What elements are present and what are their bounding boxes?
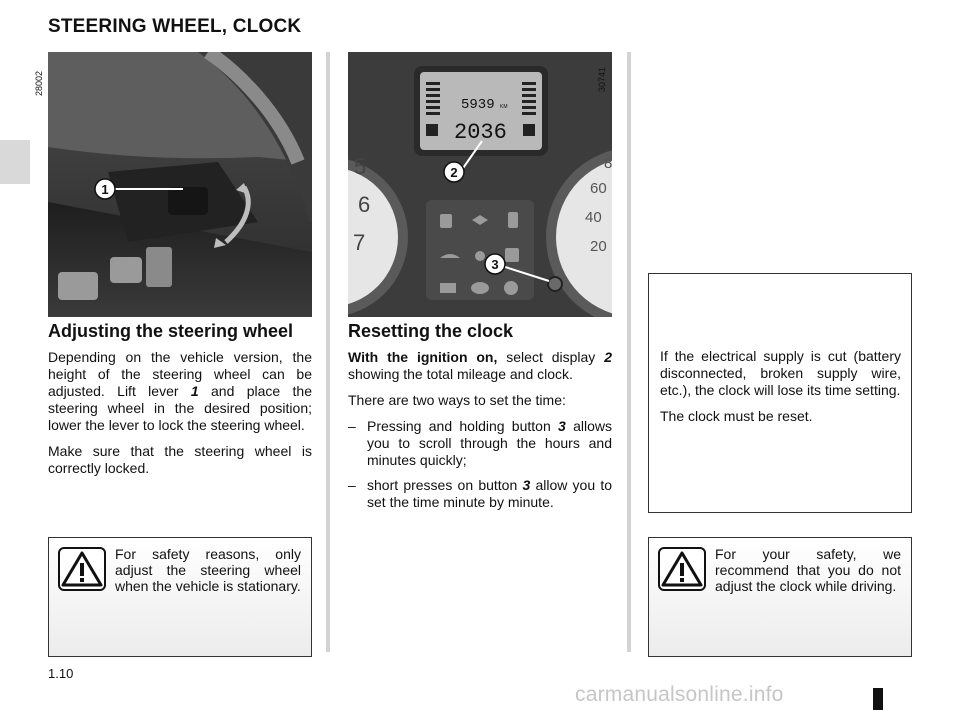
section-tab [0,140,30,184]
lever-ref: 1 [190,383,199,399]
info-paragraph-2: The clock must be reset. [660,408,813,424]
warning-triangle-icon [658,547,706,591]
info-paragraph-1: If the electrical supply is cut (battery disconnected, broken supply wire, etc.), the clock will lose its time setting. [660,348,901,398]
dial-tick-6: 6 [358,192,371,217]
warning-triangle-icon [58,547,106,591]
steering-paragraph-2: Make sure that the steering wheel is correctly locked. [48,443,312,476]
clock-method-list [348,418,612,511]
page-title: STEERING WHEEL, CLOCK [48,16,302,37]
instrument-cluster-photo [348,52,612,317]
steering-paragraph-1: Depending on the vehicle version, the height of the steering wheel can be adjusted. Lift lever 1 and place the steering wheel in the desired position; lower the lever to lock the steering wheel. [48,349,312,433]
corner-mark [873,688,883,710]
button-ref: 3 [558,418,566,434]
odometer-reading: 5939 [461,97,495,113]
dial-tick-60: 60 [590,180,607,197]
clock-paragraph-1: With the ignition on, select display 2 showing the total mileage and clock. [348,349,612,382]
left-photo-code: 28002 [34,70,44,96]
steering-column-photo [48,52,312,317]
clock-heading: Resetting the clock [348,321,514,341]
steering-warning-text: For safety reasons, only adjust the steering wheel when the vehicle is stationary. [115,546,301,594]
list-item: – short presses on button 3 allow you to set the time minute by minute. [348,477,613,510]
clock-reading: 2036 [454,120,507,145]
button-ref: 3 [522,477,531,493]
clock-paragraph-2: There are two ways to set the time: [348,392,566,408]
watermark: carmanualsonline.info [575,683,784,706]
clock-warning-text: For your safety, we recommend that you do not adjust the clock while driving. [715,546,901,594]
clock-warning-box [648,537,912,657]
callout-1: 1 [101,182,109,197]
info-box [648,273,912,513]
odometer-unit: KM [500,104,508,110]
clock-body [348,349,612,519]
dial-tick-5: 5 [354,154,367,179]
display-ref: 2 [604,349,612,365]
dial-tick-40: 40 [585,209,602,226]
steering-body [48,349,312,486]
dial-tick-20: 20 [590,238,607,255]
steering-heading: Adjusting the steering wheel [48,321,294,341]
dial-tick-7: 7 [353,230,366,255]
dial-tick-8: 8 [604,155,612,172]
page-number: 1.10 [48,666,74,681]
list-item: – Pressing and holding button 3 allows you to scroll through the hours and minutes quickly; [348,418,612,468]
column-divider-right [627,52,631,652]
callout-2: 2 [450,165,458,180]
steering-warning-box [48,537,312,657]
middle-photo-code: 30741 [597,66,607,92]
callout-3: 3 [491,257,499,272]
column-divider-left [326,52,330,652]
